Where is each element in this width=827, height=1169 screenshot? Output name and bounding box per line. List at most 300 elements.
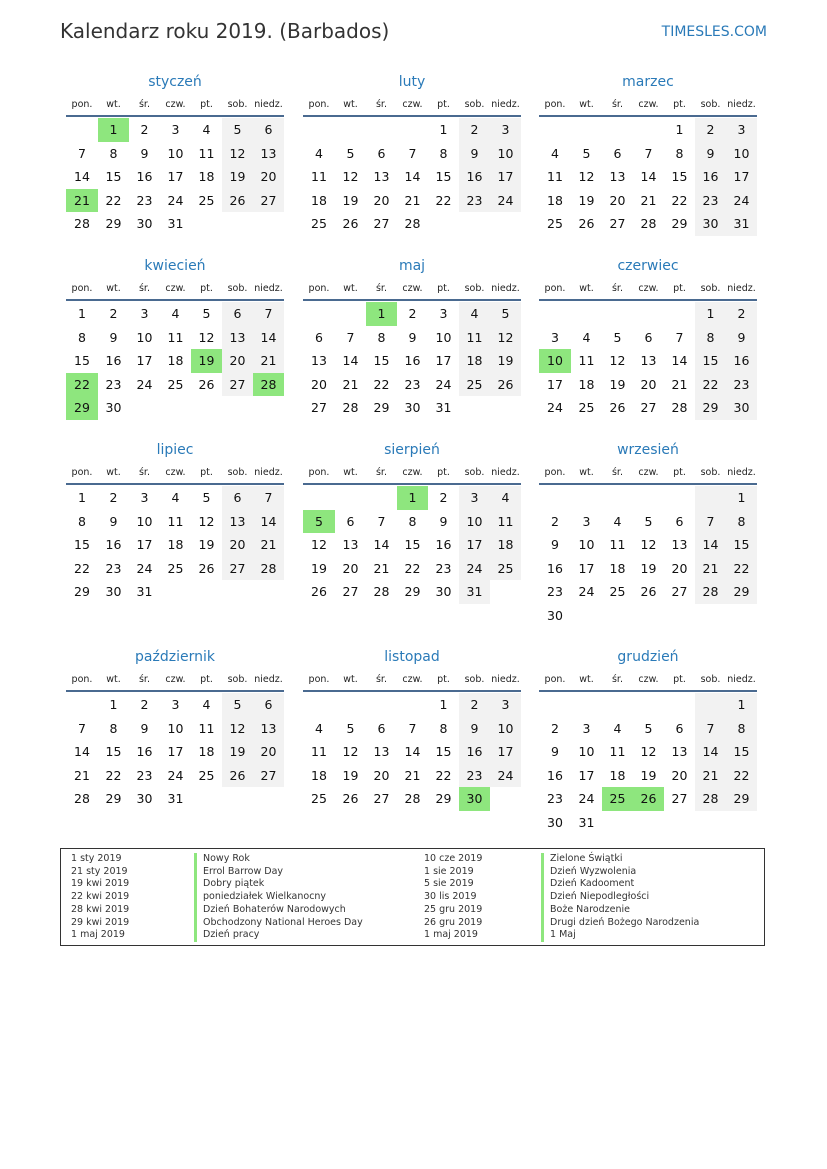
- day-cell: 23: [459, 764, 490, 788]
- day-cell: 14: [253, 326, 284, 350]
- day-cell: 18: [490, 533, 521, 557]
- empty-cell: [571, 693, 602, 717]
- holiday-dates-right: [424, 853, 482, 942]
- day-cell: 26: [609, 400, 626, 415]
- day-cell: 8: [726, 510, 757, 534]
- month-calendar: [66, 645, 284, 811]
- day-cell: 21: [404, 192, 421, 208]
- day-cell: 22: [105, 767, 122, 783]
- day-cell: 4: [459, 302, 490, 326]
- empty-cell: [303, 693, 335, 717]
- day-cell: 4: [551, 145, 559, 161]
- day-cell: 27: [671, 791, 688, 806]
- month-calendar: [539, 70, 757, 236]
- weekday-label: czw.: [165, 674, 186, 685]
- holiday-date: 10 cze 2019: [424, 853, 483, 864]
- day-cell: 3: [582, 720, 591, 736]
- weekday-label: czw.: [165, 283, 186, 294]
- day-cell: 16: [726, 349, 757, 373]
- holiday-date: 30 lis 2019: [424, 891, 477, 903]
- day-cell: 4: [613, 720, 622, 736]
- day-cell: 16: [695, 165, 726, 189]
- day-cell: 13: [311, 353, 327, 368]
- empty-cell: [602, 118, 633, 142]
- day-cell: 23: [105, 376, 122, 392]
- day-cell: 27: [671, 584, 688, 599]
- day-cell: 7: [346, 329, 355, 345]
- weekday-label: czw.: [402, 283, 423, 294]
- month-calendar: [66, 254, 284, 420]
- weekday-label: pt.: [200, 674, 213, 685]
- day-cell: 30: [136, 791, 153, 806]
- weekday-label: pon.: [308, 674, 330, 685]
- empty-cell: [539, 486, 571, 510]
- empty-cell: [539, 302, 571, 326]
- day-cell: 24: [136, 560, 153, 576]
- day-cell: 3: [490, 118, 521, 142]
- weekday-label: śr.: [375, 99, 387, 110]
- day-cell: 11: [311, 169, 327, 184]
- weekday-label: pt.: [673, 467, 686, 478]
- day-cell: 5: [613, 329, 622, 345]
- weekday-label: pon.: [544, 99, 566, 110]
- day-cell: 27: [609, 216, 626, 231]
- empty-cell: [633, 118, 664, 142]
- day-cell: 10: [459, 510, 490, 534]
- day-cell: 11: [311, 744, 327, 759]
- empty-cell: [303, 486, 335, 510]
- day-cell: 19: [342, 767, 359, 783]
- day-cell: 17: [490, 165, 521, 189]
- day-cell: 11: [167, 329, 184, 345]
- day-cell: 25: [167, 376, 184, 392]
- day-cell: 24: [136, 376, 153, 392]
- day-cell: 12: [311, 537, 327, 552]
- holiday-name: Boże Narodzenie: [541, 904, 699, 917]
- weekday-header: [539, 278, 757, 301]
- weekday-label: śr.: [138, 674, 150, 685]
- day-cell: 31: [726, 212, 757, 236]
- day-cell: 11: [609, 537, 626, 552]
- day-cell: 16: [435, 537, 452, 552]
- day-cell: 5: [582, 145, 591, 161]
- day-cell: 5: [202, 306, 211, 321]
- month-calendar: [303, 645, 521, 811]
- day-cell: 25: [198, 767, 215, 783]
- day-cell: 11: [198, 145, 215, 161]
- weekday-label: pon.: [308, 467, 330, 478]
- day-cell: 18: [547, 192, 563, 208]
- empty-cell: [602, 693, 633, 717]
- weekday-label: czw.: [638, 283, 659, 294]
- day-cell: 23: [136, 767, 153, 783]
- weekday-label: śr.: [611, 674, 623, 685]
- empty-cell: [695, 693, 726, 717]
- day-cell: 14: [404, 169, 421, 184]
- holiday-legend: [60, 848, 765, 946]
- weekday-label: pon.: [544, 283, 566, 294]
- brand-link[interactable]: TIMESLES.COM: [661, 24, 767, 40]
- day-cell: 26: [640, 584, 657, 599]
- day-cell: 17: [726, 165, 757, 189]
- day-cell: 13: [609, 169, 626, 184]
- weekday-label: czw.: [165, 467, 186, 478]
- weekday-label: niedz.: [254, 467, 283, 478]
- weekday-label: czw.: [638, 674, 659, 685]
- day-cell: 8: [109, 145, 118, 161]
- weekday-label: pon.: [544, 674, 566, 685]
- day-cell: 26: [222, 189, 253, 213]
- weekday-label: sob.: [464, 674, 485, 685]
- day-cell: 6: [346, 513, 355, 529]
- weekday-label: pt.: [200, 467, 213, 478]
- day-cell: 25: [547, 216, 563, 231]
- holiday-date: 21 sty 2019: [71, 865, 128, 877]
- empty-cell: [397, 693, 428, 717]
- day-cell: 30: [547, 607, 563, 623]
- day-cell: 24: [547, 400, 563, 415]
- day-cell: 17: [578, 560, 595, 576]
- empty-cell: [66, 693, 98, 717]
- day-cell: 17: [578, 767, 595, 783]
- day-cell: 5: [222, 693, 253, 717]
- day-cell: 20: [222, 533, 253, 557]
- holiday-date: 26 gru 2019: [424, 916, 483, 928]
- day-cell: 23: [105, 560, 122, 576]
- day-cell: 16: [105, 353, 122, 368]
- weekday-label: niedz.: [727, 674, 756, 685]
- day-cell: 13: [373, 744, 390, 759]
- month-calendar: [303, 254, 521, 420]
- day-cell: 13: [342, 537, 359, 552]
- day-cell: 18: [609, 767, 626, 783]
- day-cell: 7: [377, 513, 386, 529]
- weekday-header: [303, 669, 521, 692]
- day-cell: 11: [490, 510, 521, 534]
- weekday-label: śr.: [375, 467, 387, 478]
- day-cell: 28: [253, 373, 284, 397]
- day-cell: 29: [726, 787, 757, 811]
- day-cell: 27: [342, 584, 359, 599]
- day-cell: 12: [342, 169, 359, 184]
- day-cell: 9: [439, 513, 448, 529]
- day-cell: 16: [459, 740, 490, 764]
- day-cell: 19: [222, 740, 253, 764]
- day-cell: 28: [671, 400, 688, 415]
- day-cell: 10: [435, 329, 452, 345]
- day-cell: 4: [613, 513, 622, 529]
- day-cell: 9: [551, 537, 559, 552]
- day-cell: 13: [640, 353, 657, 368]
- day-cell: 20: [373, 192, 390, 208]
- day-cell: 1: [726, 486, 757, 510]
- day-cell: 27: [222, 557, 253, 581]
- day-cell: 7: [695, 510, 726, 534]
- day-cell: 11: [547, 169, 563, 184]
- day-cell: 28: [74, 216, 90, 231]
- day-cell: 18: [311, 767, 327, 783]
- day-cell: 12: [609, 353, 626, 368]
- day-cell: 9: [695, 142, 726, 166]
- day-cell: 12: [222, 717, 253, 741]
- month-calendar: [66, 70, 284, 236]
- day-cell: 17: [490, 740, 521, 764]
- day-cell: 19: [640, 767, 657, 783]
- day-cell: 22: [373, 376, 390, 392]
- day-cell: 15: [435, 744, 452, 759]
- day-cell: 28: [695, 787, 726, 811]
- day-cell: 7: [695, 717, 726, 741]
- day-cell: 21: [373, 560, 390, 576]
- day-cell: 19: [222, 165, 253, 189]
- day-cell: 15: [105, 744, 122, 759]
- weekday-label: pt.: [437, 283, 450, 294]
- weekday-label: sob.: [700, 674, 721, 685]
- weekday-header: [66, 669, 284, 692]
- day-cell: 10: [136, 329, 153, 345]
- weekday-label: niedz.: [491, 467, 520, 478]
- day-cell: 6: [377, 145, 386, 161]
- day-cell: 8: [377, 329, 386, 345]
- weekday-label: pt.: [673, 99, 686, 110]
- empty-cell: [695, 486, 726, 510]
- day-cell: 16: [105, 537, 122, 552]
- day-cell: 5: [644, 513, 653, 529]
- empty-cell: [335, 302, 366, 326]
- day-cell: 7: [644, 145, 653, 161]
- day-cell: 10: [490, 142, 521, 166]
- day-cell: 26: [342, 216, 359, 231]
- weekday-label: sob.: [464, 467, 485, 478]
- weekday-label: sob.: [464, 283, 485, 294]
- day-cell: 4: [202, 122, 211, 137]
- day-cell: 27: [222, 373, 253, 397]
- day-cell: 18: [167, 537, 184, 552]
- weekday-label: czw.: [165, 99, 186, 110]
- day-cell: 21: [640, 192, 657, 208]
- holiday-name: Dzień Wyzwolenia: [541, 866, 699, 879]
- day-cell: 12: [342, 744, 359, 759]
- day-grid: [539, 118, 757, 236]
- weekday-label: pt.: [200, 99, 213, 110]
- day-cell: 23: [459, 189, 490, 213]
- day-cell: 12: [222, 142, 253, 166]
- empty-cell: [633, 302, 664, 326]
- day-cell: 16: [136, 169, 153, 184]
- day-cell: 14: [640, 169, 657, 184]
- day-cell: 11: [459, 326, 490, 350]
- day-cell: 17: [136, 537, 153, 552]
- holiday-name: Zielone Świątki: [541, 853, 699, 866]
- day-cell: 16: [404, 353, 421, 368]
- day-cell: 2: [459, 118, 490, 142]
- weekday-label: sob.: [700, 467, 721, 478]
- day-cell: 15: [435, 169, 452, 184]
- empty-cell: [366, 693, 397, 717]
- holiday-name: Drugi dzień Bożego Narodzenia: [541, 917, 699, 930]
- day-cell: 17: [435, 353, 452, 368]
- weekday-label: sob.: [227, 99, 248, 110]
- day-cell: 1: [726, 693, 757, 717]
- day-cell: 21: [671, 376, 688, 392]
- day-cell: 8: [439, 720, 448, 736]
- weekday-label: pt.: [200, 283, 213, 294]
- day-cell: 4: [171, 490, 180, 505]
- day-cell: 27: [311, 400, 327, 415]
- day-cell: 9: [726, 326, 757, 350]
- day-cell: 24: [726, 189, 757, 213]
- day-cell: 9: [408, 329, 417, 345]
- day-cell: 22: [74, 560, 90, 576]
- day-cell: 29: [373, 400, 390, 415]
- day-cell: 26: [578, 216, 595, 231]
- day-cell: 30: [459, 787, 490, 811]
- day-cell: 6: [675, 720, 684, 736]
- day-cell: 28: [404, 791, 421, 806]
- day-cell: 21: [74, 767, 90, 783]
- day-cell: 30: [136, 216, 153, 231]
- holiday-date: 25 gru 2019: [424, 903, 483, 915]
- day-cell: 29: [66, 396, 98, 420]
- day-cell: 2: [109, 490, 118, 505]
- day-cell: 28: [695, 580, 726, 604]
- weekday-label: śr.: [138, 467, 150, 478]
- day-cell: 14: [74, 744, 90, 759]
- day-cell: 8: [78, 513, 86, 529]
- weekday-label: śr.: [611, 283, 623, 294]
- day-cell: 18: [167, 353, 184, 368]
- day-cell: 15: [695, 349, 726, 373]
- day-cell: 1: [98, 118, 129, 142]
- day-cell: 7: [408, 145, 417, 161]
- day-cell: 10: [539, 349, 571, 373]
- day-cell: 26: [198, 560, 215, 576]
- day-cell: 20: [640, 376, 657, 392]
- day-cell: 17: [547, 376, 563, 392]
- weekday-label: wt.: [106, 674, 121, 685]
- day-cell: 23: [136, 192, 153, 208]
- day-cell: 11: [609, 744, 626, 759]
- weekday-label: wt.: [343, 467, 358, 478]
- holiday-name: Dzień Bohaterów Narodowych: [194, 904, 363, 917]
- day-cell: 4: [171, 306, 180, 321]
- day-cell: 3: [726, 118, 757, 142]
- day-cell: 2: [459, 693, 490, 717]
- empty-cell: [571, 302, 602, 326]
- weekday-header: [303, 278, 521, 301]
- weekday-label: wt.: [579, 674, 594, 685]
- empty-cell: [539, 118, 571, 142]
- day-cell: 17: [167, 169, 184, 184]
- day-cell: 13: [671, 537, 688, 552]
- day-cell: 10: [726, 142, 757, 166]
- weekday-label: sob.: [227, 674, 248, 685]
- day-cell: 5: [303, 510, 335, 534]
- day-cell: 13: [671, 744, 688, 759]
- day-cell: 3: [439, 306, 448, 321]
- month-name: marzec: [622, 74, 674, 90]
- empty-cell: [66, 118, 98, 142]
- empty-cell: [602, 486, 633, 510]
- day-cell: 3: [140, 306, 149, 321]
- day-cell: 3: [140, 490, 149, 505]
- weekday-label: niedz.: [727, 99, 756, 110]
- day-cell: 14: [373, 537, 390, 552]
- weekday-label: pt.: [437, 674, 450, 685]
- day-cell: 18: [198, 169, 215, 184]
- weekday-label: wt.: [579, 467, 594, 478]
- day-cell: 24: [459, 557, 490, 581]
- day-cell: 20: [609, 192, 626, 208]
- day-cell: 20: [253, 165, 284, 189]
- day-cell: 12: [640, 744, 657, 759]
- weekday-label: wt.: [343, 99, 358, 110]
- day-cell: 1: [439, 697, 448, 712]
- day-cell: 29: [695, 396, 726, 420]
- day-cell: 24: [167, 192, 184, 208]
- weekday-label: czw.: [638, 467, 659, 478]
- month-name: wrzesień: [617, 442, 679, 458]
- day-cell: 7: [78, 145, 86, 161]
- day-cell: 6: [675, 513, 684, 529]
- day-cell: 1: [366, 302, 397, 326]
- day-cell: 12: [640, 537, 657, 552]
- empty-cell: [397, 118, 428, 142]
- day-cell: 21: [404, 767, 421, 783]
- day-grid: [539, 486, 757, 627]
- day-cell: 28: [253, 557, 284, 581]
- day-cell: 12: [490, 326, 521, 350]
- holiday-name: Dobry piątek: [194, 878, 363, 891]
- weekday-label: pt.: [673, 674, 686, 685]
- day-grid: [303, 302, 521, 420]
- day-cell: 1: [695, 302, 726, 326]
- empty-cell: [539, 693, 571, 717]
- holiday-date: 28 kwi 2019: [71, 903, 130, 915]
- day-cell: 8: [109, 720, 118, 736]
- day-cell: 19: [311, 560, 327, 576]
- day-cell: 8: [675, 145, 684, 161]
- day-cell: 27: [253, 764, 284, 788]
- day-cell: 22: [695, 373, 726, 397]
- day-cell: 20: [373, 767, 390, 783]
- day-grid: [66, 486, 284, 604]
- day-cell: 1: [78, 490, 86, 505]
- month-name: czerwiec: [617, 258, 679, 274]
- day-cell: 19: [198, 537, 215, 552]
- day-cell: 14: [404, 744, 421, 759]
- weekday-label: wt.: [343, 674, 358, 685]
- weekday-label: pon.: [308, 99, 330, 110]
- day-cell: 25: [459, 373, 490, 397]
- day-cell: 21: [695, 764, 726, 788]
- day-cell: 10: [490, 717, 521, 741]
- day-cell: 29: [105, 791, 122, 806]
- day-cell: 17: [459, 533, 490, 557]
- day-cell: 5: [346, 720, 355, 736]
- day-cell: 30: [726, 396, 757, 420]
- day-cell: 12: [198, 513, 215, 529]
- weekday-label: wt.: [579, 99, 594, 110]
- day-cell: 28: [640, 216, 657, 231]
- day-cell: 2: [439, 490, 448, 505]
- weekday-label: niedz.: [254, 99, 283, 110]
- day-cell: 24: [578, 791, 595, 806]
- day-cell: 15: [726, 740, 757, 764]
- empty-cell: [664, 486, 695, 510]
- holiday-date: 1 maj 2019: [71, 929, 125, 941]
- day-cell: 9: [140, 145, 149, 161]
